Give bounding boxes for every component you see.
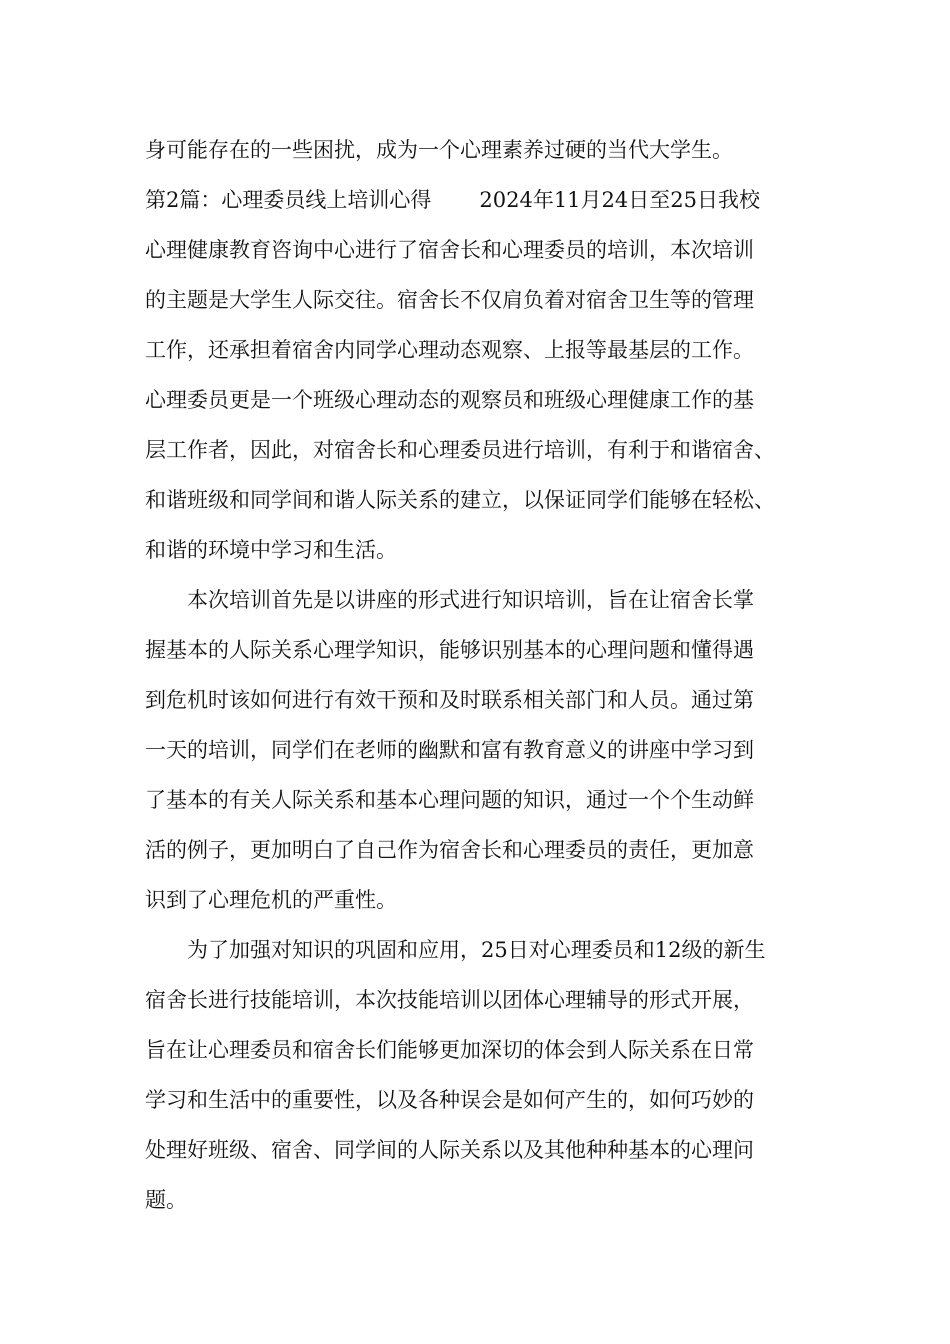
text-line: 宿舍长进行技能培训，本次技能培训以团体心理辅导的形式开展， <box>145 988 754 1012</box>
text-line: 一天的培训，同学们在老师的幽默和富有教育意义的讲座中学习到 <box>145 738 754 762</box>
text-line: 为了加强对知识的巩固和应用，25日对心理委员和12级的新生 <box>187 938 766 962</box>
text-line: 本次培训首先是以讲座的形式进行知识培训，旨在让宿舍长掌 <box>187 588 754 612</box>
text-line: 到危机时该如何进行有效干预和及时联系相关部门和人员。通过第 <box>145 688 754 712</box>
text-line: 处理好班级、宿舍、同学间的人际关系以及其他种种基本的心理问 <box>145 1138 754 1162</box>
text-line: 识到了心理危机的严重性。 <box>145 888 397 912</box>
text-line: 2024年11月24日至25日我校 <box>479 188 760 212</box>
text-line: 旨在让心理委员和宿舍长们能够更加深切的体会到人际关系在日常 <box>145 1038 754 1062</box>
text-line: 身可能存在的一些困扰，成为一个心理素养过硬的当代大学生。 <box>145 138 733 162</box>
text-line: 学习和生活中的重要性，以及各种误会是如何产生的，如何巧妙的 <box>145 1088 754 1112</box>
article-heading: 第2篇：心理委员线上培训心得 <box>145 188 432 212</box>
text-line: 了基本的有关人际关系和基本心理问题的知识，通过一个个生动鲜 <box>145 788 754 812</box>
text-line: 握基本的人际关系心理学知识，能够识别基本的心理问题和懂得遇 <box>145 638 754 662</box>
text-line: 题。 <box>145 1188 187 1212</box>
document-body <box>145 125 825 1225</box>
text-line: 活的例子，更加明白了自己作为宿舍长和心理委员的责任，更加意 <box>145 838 754 862</box>
text-line: 的主题是大学生人际交往。宿舍长不仅肩负着对宿舍卫生等的管理 <box>145 288 754 312</box>
text-line: 和谐的环境中学习和生活。 <box>145 538 397 562</box>
text-line: 心理健康教育咨询中心进行了宿舍长和心理委员的培训，本次培训 <box>145 238 754 262</box>
text-line: 工作，还承担着宿舍内同学心理动态观察、上报等最基层的工作。 <box>145 338 754 362</box>
heading-line <box>145 175 825 225</box>
text-line: 心理委员更是一个班级心理动态的观察员和班级心理健康工作的基 <box>145 388 754 412</box>
text-line: 和谐班级和同学间和谐人际关系的建立，以保证同学们能够在轻松、 <box>145 488 775 512</box>
text-line: 层工作者，因此，对宿舍长和心理委员进行培训，有利于和谐宿舍、 <box>145 438 775 462</box>
